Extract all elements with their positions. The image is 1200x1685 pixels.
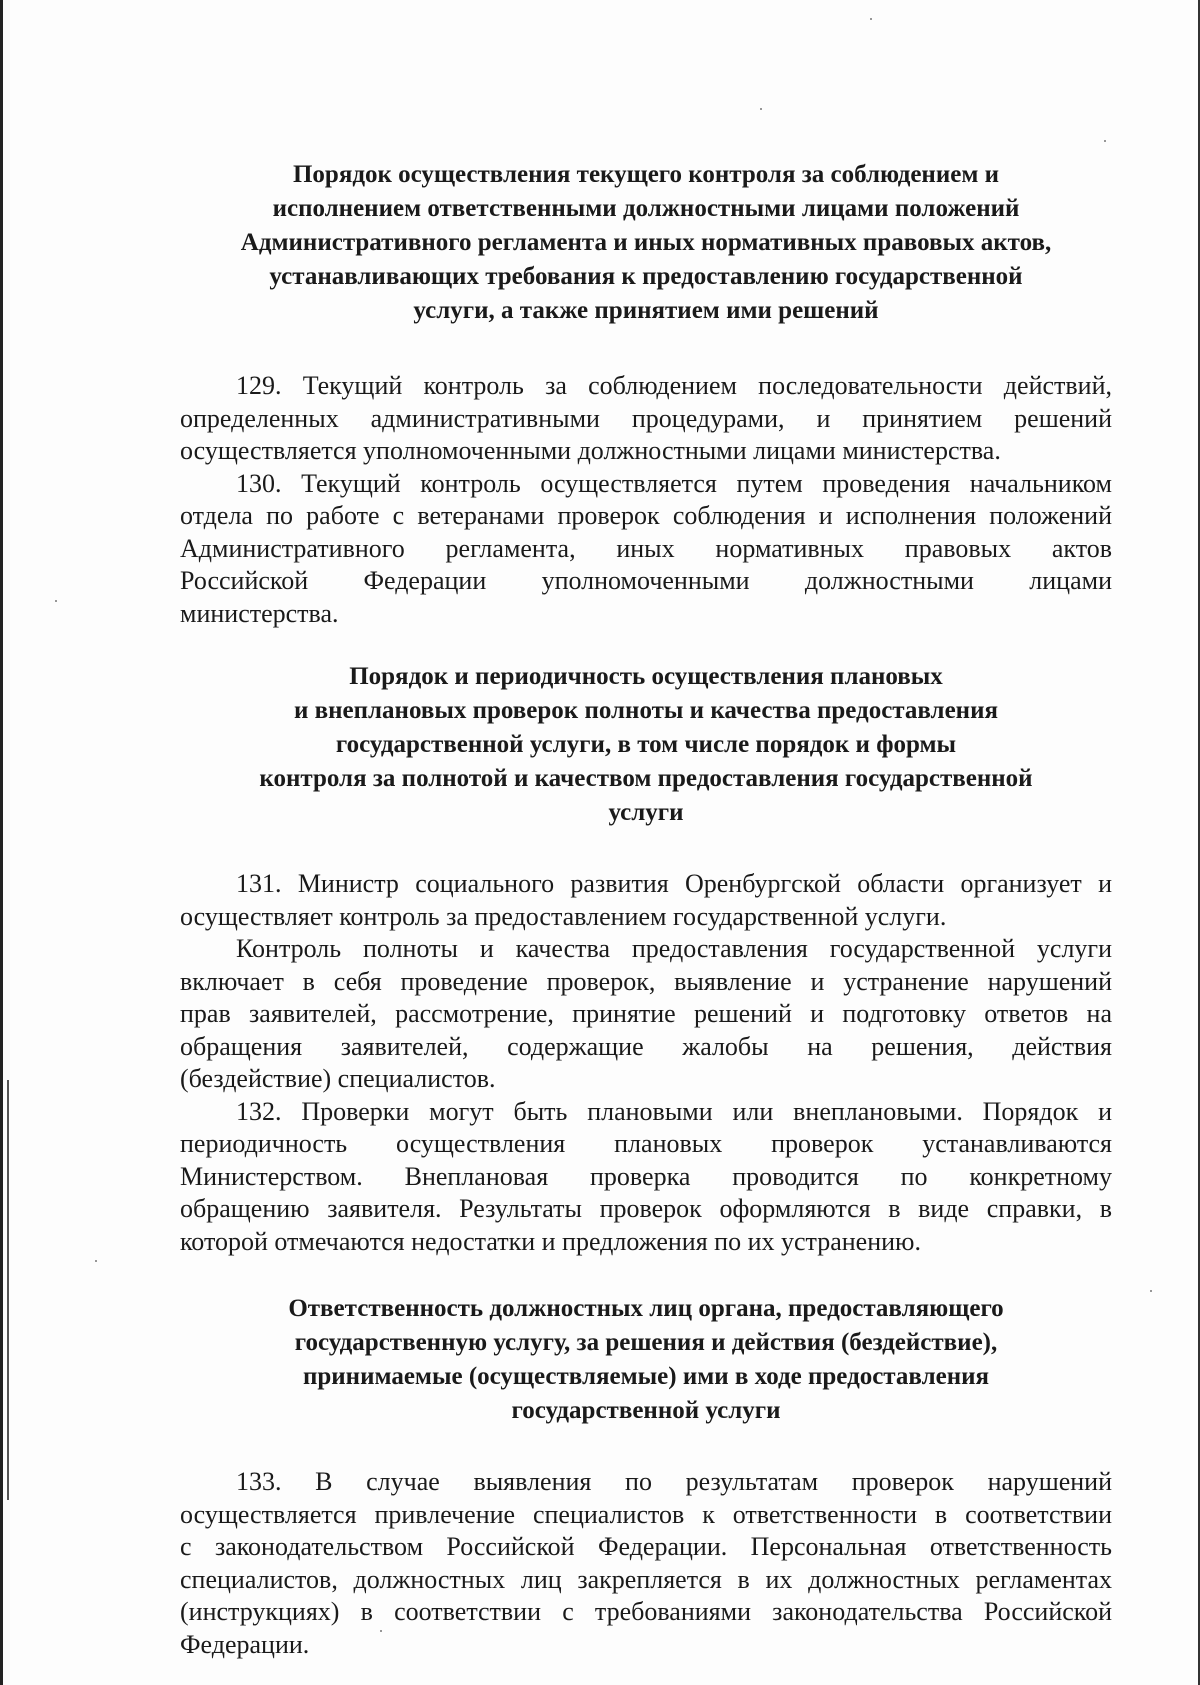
heading-line: принимаемые (осуществляемые) ими в ходе предоставления: [302, 1363, 990, 1390]
scan-speck: [1104, 140, 1106, 142]
paragraph-line: Министерством. Внеплановая проверка проводится по конкретному: [180, 1161, 1112, 1191]
paragraph-line: специалистов, должностных лиц закрепляется в их должностных регламентах: [180, 1564, 1112, 1594]
heading-line: и внеплановых проверок полноты и качества предоставления: [293, 697, 999, 724]
paragraph-129: [180, 370, 1112, 468]
scan-speck: [95, 1260, 97, 1262]
heading-line: услуги, а также принятием ими решений: [413, 297, 879, 324]
paragraph-line: (бездействие) специалистов.: [180, 1064, 496, 1093]
heading-line: Порядок осуществления текущего контроля за соблюдением и: [292, 161, 1000, 188]
document-body: [180, 158, 1112, 1661]
heading-line: услуги: [608, 799, 684, 826]
heading-line: контроля за полнотой и качеством предоставления государственной: [259, 765, 1033, 792]
paragraph-line: Федерации.: [180, 1629, 310, 1659]
paragraph-130: [180, 468, 1112, 631]
paragraph-line: осуществляет контроль за предоставлением государственной услуги.: [180, 901, 947, 931]
paragraph-line: определенных административными процедурами, и принятием решений: [180, 403, 1112, 433]
heading-line: устанавливающих требования к предоставлению государственной: [269, 263, 1023, 290]
heading-line: Административного регламента и иных нормативных правовых актов,: [240, 229, 1052, 256]
scan-edge-left-inner: [7, 1080, 9, 1500]
paragraph-line: 133. В случае выявления по результатам проверок нарушений: [236, 1467, 1112, 1496]
paragraph-line: обращения заявителей, содержащие жалобы на решения, действия: [180, 1031, 1112, 1061]
paragraph-line: 129. Текущий контроль за соблюдением последовательности действий,: [236, 371, 1112, 400]
scan-speck: [870, 18, 872, 20]
paragraph-line: периодичность осуществления плановых проверок устанавливаются: [180, 1129, 1112, 1158]
scan-edge-left: [0, 0, 3, 1685]
heading-line: Порядок и периодичность осуществления плановых: [349, 663, 943, 690]
heading-line: Ответственность должностных лиц органа, предоставляющего: [288, 1295, 1004, 1322]
paragraph-line: Российской Федерации уполномоченными должностными лицами: [180, 566, 1112, 595]
paragraph-line: 130. Текущий контроль осуществляется путем проведения начальником: [236, 468, 1112, 498]
scan-speck: [55, 600, 57, 602]
section-heading-inspections: [180, 660, 1112, 830]
paragraph-line: осуществляется уполномоченными должностными лицами министерства.: [180, 436, 1001, 465]
scan-speck: [760, 108, 762, 110]
heading-line: государственную услугу, за решения и действия (бездействие),: [294, 1329, 998, 1356]
paragraph-line: осуществляется привлечение специалистов к ответственности в соответствии: [180, 1499, 1112, 1529]
paragraph-line: Контроль полноты и качества предоставления государственной услуги: [236, 934, 1112, 963]
scan-speck: [1150, 1290, 1152, 1292]
paragraph-line: отдела по работе с ветеранами проверок соблюдения и исполнения положений: [180, 501, 1112, 530]
scan-speck: [380, 1630, 382, 1632]
section-heading-responsibility: [180, 1292, 1112, 1428]
paragraph-133: [180, 1466, 1112, 1661]
paragraph-line: Административного регламента, иных нормативных правовых актов: [180, 533, 1112, 563]
paragraph-line: которой отмечаются недостатки и предложения по их устранению.: [180, 1226, 921, 1256]
paragraph-line: включает в себя проведение проверок, выявление и устранение нарушений: [180, 966, 1112, 996]
section-heading-current-control: [180, 158, 1112, 328]
heading-line: государственной услуги: [511, 1397, 781, 1424]
paragraph-line: обращению заявителя. Результаты проверок оформляются в виде справки, в: [180, 1194, 1112, 1223]
paragraph-line: 131. Министр социального развития Оренбургской области организует и: [236, 869, 1112, 898]
paragraph-131: [180, 868, 1112, 933]
paragraph-line: 132. Проверки могут быть плановыми или внеплановыми. Порядок и: [236, 1096, 1112, 1126]
paragraph-line: (инструкциях) в соответствии с требованиями законодательства Российской: [180, 1597, 1112, 1626]
paragraph-line: прав заявителей, рассмотрение, принятие решений и подготовку ответов на: [180, 999, 1112, 1028]
heading-line: государственной услуги, в том числе порядок и формы: [335, 731, 957, 758]
paragraph-line: с законодательством Российской Федерации. Персональная ответственность: [180, 1532, 1112, 1561]
paragraph-control-quality: [180, 933, 1112, 1096]
paragraph-line: министерства.: [180, 598, 339, 628]
paragraph-132: [180, 1096, 1112, 1259]
heading-line: исполнением ответственными должностными лицами положений: [272, 195, 1020, 222]
